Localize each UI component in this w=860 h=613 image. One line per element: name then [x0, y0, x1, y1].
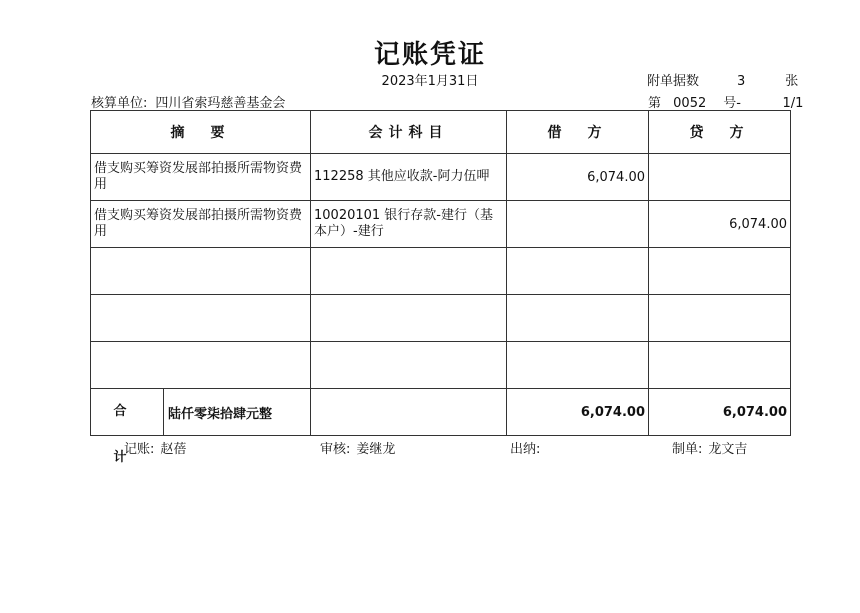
empty-cell — [311, 295, 507, 342]
cashier-label: 出纳: — [510, 442, 541, 457]
empty-cell — [507, 248, 649, 295]
entry-summary: 借支购买筹资发展部拍摄所需物资费用 — [91, 154, 311, 201]
reviewer-signature — [320, 438, 395, 457]
total-row — [91, 389, 791, 436]
voucher-page: 1/1 — [782, 96, 804, 111]
total-account-empty — [311, 389, 507, 436]
voucher-number — [648, 92, 803, 111]
table-row-empty — [91, 342, 791, 389]
table-header-row — [91, 111, 791, 154]
voucher-number-prefix: 第 — [648, 96, 662, 111]
empty-cell — [91, 295, 311, 342]
accounting-unit-value: 四川省索玛慈善基金会 — [155, 96, 286, 111]
attachment-number: 3 — [737, 74, 746, 89]
accounting-unit — [91, 92, 285, 111]
entry-credit — [649, 154, 791, 201]
entry-debit — [507, 201, 649, 248]
empty-cell — [649, 342, 791, 389]
attachment-count — [647, 70, 798, 89]
bookkeeper-signature — [124, 438, 186, 457]
attachment-unit: 张 — [785, 74, 799, 89]
total-credit: 6,074.00 — [649, 389, 791, 436]
empty-cell — [311, 248, 507, 295]
header-summary: 摘 要 — [91, 111, 311, 154]
preparer-label: 制单: — [672, 442, 703, 457]
header-debit: 借 方 — [507, 111, 649, 154]
reviewer-name: 姜继龙 — [356, 442, 396, 457]
accounting-unit-label: 核算单位: — [91, 96, 148, 111]
preparer-signature — [672, 438, 747, 457]
attachment-label: 附单据数 — [647, 74, 700, 89]
voucher-number-suffix: 号- — [723, 96, 741, 111]
cashier-signature — [510, 438, 546, 457]
preparer-name: 龙文吉 — [708, 442, 748, 457]
entry-account: 112258 其他应收款-阿力伍呷 — [311, 154, 507, 201]
table-row — [91, 154, 791, 201]
entry-credit: 6,074.00 — [649, 201, 791, 248]
empty-cell — [311, 342, 507, 389]
header-account: 会计科目 — [311, 111, 507, 154]
empty-cell — [91, 248, 311, 295]
table-row-empty — [91, 248, 791, 295]
entry-summary: 借支购买筹资发展部拍摄所需物资费用 — [91, 201, 311, 248]
total-debit: 6,074.00 — [507, 389, 649, 436]
header-credit: 贷 方 — [649, 111, 791, 154]
voucher-number-value: 0052 — [673, 96, 707, 111]
table-row — [91, 201, 791, 248]
voucher-date: 2023年1月31日 — [381, 74, 479, 89]
total-label: 合 计 — [91, 389, 164, 435]
empty-cell — [507, 342, 649, 389]
entry-debit: 6,074.00 — [507, 154, 649, 201]
table-row-empty — [91, 295, 791, 342]
entry-account: 10020101 银行存款-建行（基本户）-建行 — [311, 201, 507, 248]
reviewer-label: 审核: — [320, 442, 351, 457]
total-in-words: 陆仟零柒拾肆元整 — [168, 406, 273, 422]
empty-cell — [91, 342, 311, 389]
voucher-title: 记账凭证 — [373, 40, 486, 70]
empty-cell — [507, 295, 649, 342]
empty-cell — [649, 295, 791, 342]
empty-cell — [649, 248, 791, 295]
bookkeeper-label: 记账: — [124, 442, 155, 457]
bookkeeper-name: 赵蓓 — [160, 442, 187, 457]
